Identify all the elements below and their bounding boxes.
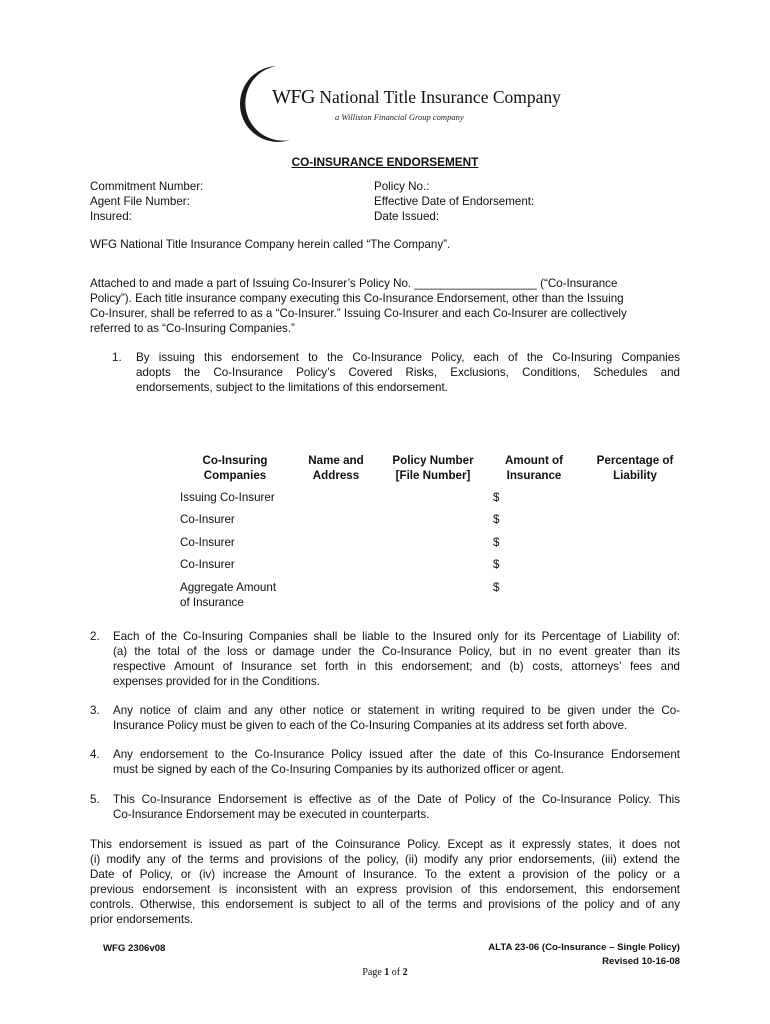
page-of: of bbox=[391, 967, 401, 978]
item-5-line: This Co-Insurance Endorsement is effective as of the Date of Policy of the Co-Insurance Policy. This bbox=[113, 793, 680, 806]
item-5-last-line: Co-Insurance Endorsement may be executed in counterparts. bbox=[113, 808, 430, 821]
header-line: Policy Number bbox=[392, 454, 474, 467]
row-label-continued: of Insurance bbox=[180, 596, 244, 609]
page-word: Page bbox=[362, 967, 382, 978]
alta-form-title: ALTA 23-06 (Co-Insurance – Single Policy) bbox=[488, 942, 680, 953]
item-3-number: 3. bbox=[90, 704, 100, 717]
row-label: Issuing Co-Insurer bbox=[180, 491, 275, 504]
company-line: WFG National Title Insurance Company herein called “The Company”. bbox=[90, 238, 451, 251]
row-label: Co-Insurer bbox=[180, 536, 235, 549]
intro-line: Policy”). Each title insurance company executing this Co-Insurance Endorsement, other than the Issuing bbox=[90, 292, 624, 305]
header-amount-of-insurance bbox=[493, 453, 575, 483]
table-row-co-insurer bbox=[180, 535, 235, 550]
item-2-line: Each of the Co-Insuring Companies shall be liable to the Insured only for its Percentage of Liability of: bbox=[113, 630, 680, 643]
date-issued-label: Date Issued: bbox=[374, 210, 440, 223]
header-line: Liability bbox=[613, 469, 657, 482]
intro-line: Attached to and made a part of Issuing Co-Insurer’s Policy No. ___________________ (“Co-Insurance bbox=[90, 277, 618, 290]
header-fields-right bbox=[374, 179, 534, 224]
header-line: Percentage of bbox=[596, 454, 674, 467]
intro-line: referred to as “Co-Insuring Companies.” bbox=[90, 322, 295, 335]
item-2-number: 2. bbox=[90, 630, 100, 643]
header-line: [File Number] bbox=[395, 469, 471, 482]
item-1-last-line: endorsements, subject to the limitations of this endorsement. bbox=[136, 381, 448, 394]
row-amount: $ bbox=[493, 558, 500, 571]
header-policy-number bbox=[383, 453, 483, 483]
row-label: Co-Insurer bbox=[180, 558, 235, 571]
item-1-number: 1. bbox=[112, 351, 122, 364]
alta-revised-date: Revised 10-16-08 bbox=[602, 956, 680, 967]
intro-line: Co-Insurer, shall be referred to as a “Co-Insurer.” Issuing Co-Insurer and each Co-Insurer are collectively bbox=[90, 307, 627, 320]
table-row-issuing-co-insurer bbox=[180, 490, 275, 505]
page-current: 1 bbox=[384, 967, 390, 978]
logo-company-name bbox=[272, 86, 561, 108]
header-line: Co-Insuring bbox=[202, 454, 268, 467]
page-title: CO-INSURANCE ENDORSEMENT bbox=[291, 155, 479, 169]
commitment-number-label: Commitment Number: bbox=[90, 180, 204, 193]
form-code: WFG 2306v08 bbox=[103, 943, 166, 954]
item-2-line: (a) the total of the loss or damage under the Co-Insurance Policy, but in no event greater than its bbox=[113, 645, 680, 658]
header-name-address bbox=[300, 453, 372, 483]
table-row-aggregate-amount bbox=[180, 580, 276, 610]
header-fields-left bbox=[90, 179, 203, 224]
table-row-co-insurer bbox=[180, 512, 235, 527]
item-2-text bbox=[113, 629, 680, 674]
item-3-text bbox=[113, 703, 680, 718]
intro-paragraph bbox=[90, 276, 680, 336]
item-5-number: 5. bbox=[90, 793, 100, 806]
item-4-text bbox=[113, 747, 680, 762]
row-amount: $ bbox=[493, 491, 500, 504]
closing-line: This endorsement is issued as part of the Coinsurance Policy. Except as it expressly states, it does not bbox=[90, 838, 680, 851]
closing-paragraph bbox=[90, 837, 680, 912]
logo-wfg-text: WFG bbox=[272, 86, 315, 108]
item-1-line: By issuing this endorsement to the Co-Insurance Policy, each of the Co-Insuring Companies bbox=[136, 351, 680, 364]
header-line: Companies bbox=[203, 469, 267, 482]
effective-date-label: Effective Date of Endorsement: bbox=[374, 195, 535, 208]
header-line: Insurance bbox=[506, 469, 562, 482]
header-co-insuring-companies bbox=[180, 453, 290, 483]
item-2-last-line: expenses provided for in the Conditions. bbox=[113, 675, 320, 688]
header-line: Name and bbox=[308, 454, 364, 467]
table-row-co-insurer bbox=[180, 557, 235, 572]
item-3-last-line: Insurance Policy must be given to each of the Co-Insuring Companies at its address set forth above. bbox=[113, 719, 628, 732]
closing-line: previous endorsement is inconsistent with an express provision of this endorsement, this endorsement bbox=[90, 883, 680, 896]
page-number bbox=[0, 965, 770, 980]
company-logo bbox=[236, 64, 561, 144]
closing-last-line: prior endorsements. bbox=[90, 913, 194, 926]
row-label: Co-Insurer bbox=[180, 513, 235, 526]
logo-name-rest: National Title Insurance Company bbox=[314, 87, 561, 107]
agent-file-number-label: Agent File Number: bbox=[90, 195, 190, 208]
closing-line: controls. Otherwise, this endorsement is subject to all of the terms and provisions of the policy and of any bbox=[90, 898, 680, 911]
row-label: Aggregate Amount bbox=[180, 581, 277, 594]
item-5-text bbox=[113, 792, 680, 807]
closing-line: (i) modify any of the terms and provisions of the policy, (ii) modify any prior endorsements, (iii) extend the bbox=[90, 853, 680, 866]
header-percentage-of-liability bbox=[585, 453, 685, 483]
item-4-last-line: must be signed by each of the Co-Insuring Companies by its authorized officer or agent. bbox=[113, 763, 564, 776]
row-amount: $ bbox=[493, 536, 500, 549]
header-line: Amount of bbox=[505, 454, 563, 467]
item-3-line: Any notice of claim and any other notice or statement in writing required to be given under the Co- bbox=[113, 704, 680, 717]
closing-line: Date of Policy, or (iv) increase the Amount of Insurance. To the extent a provision of the policy or a bbox=[90, 868, 680, 881]
item-4-line: Any endorsement to the Co-Insurance Policy issued after the date of this Co-Insurance Endorsement bbox=[113, 748, 680, 761]
row-amount: $ bbox=[493, 581, 500, 594]
item-1-line: adopts the Co-Insurance Policy’s Covered Risks, Exclusions, Conditions, Schedules and bbox=[136, 366, 680, 379]
logo-subtitle: a Williston Financial Group company bbox=[335, 112, 464, 122]
page-total: 2 bbox=[402, 967, 408, 978]
item-1-text bbox=[136, 350, 680, 380]
insured-label: Insured: bbox=[90, 210, 132, 223]
item-4-number: 4. bbox=[90, 748, 100, 761]
item-2-line: respective Amount of Insurance set forth in this endorsement; and (b) costs, attorneys’ fees and bbox=[113, 660, 680, 673]
row-amount: $ bbox=[493, 513, 500, 526]
header-line: Address bbox=[312, 469, 360, 482]
policy-no-label: Policy No.: bbox=[374, 180, 430, 193]
